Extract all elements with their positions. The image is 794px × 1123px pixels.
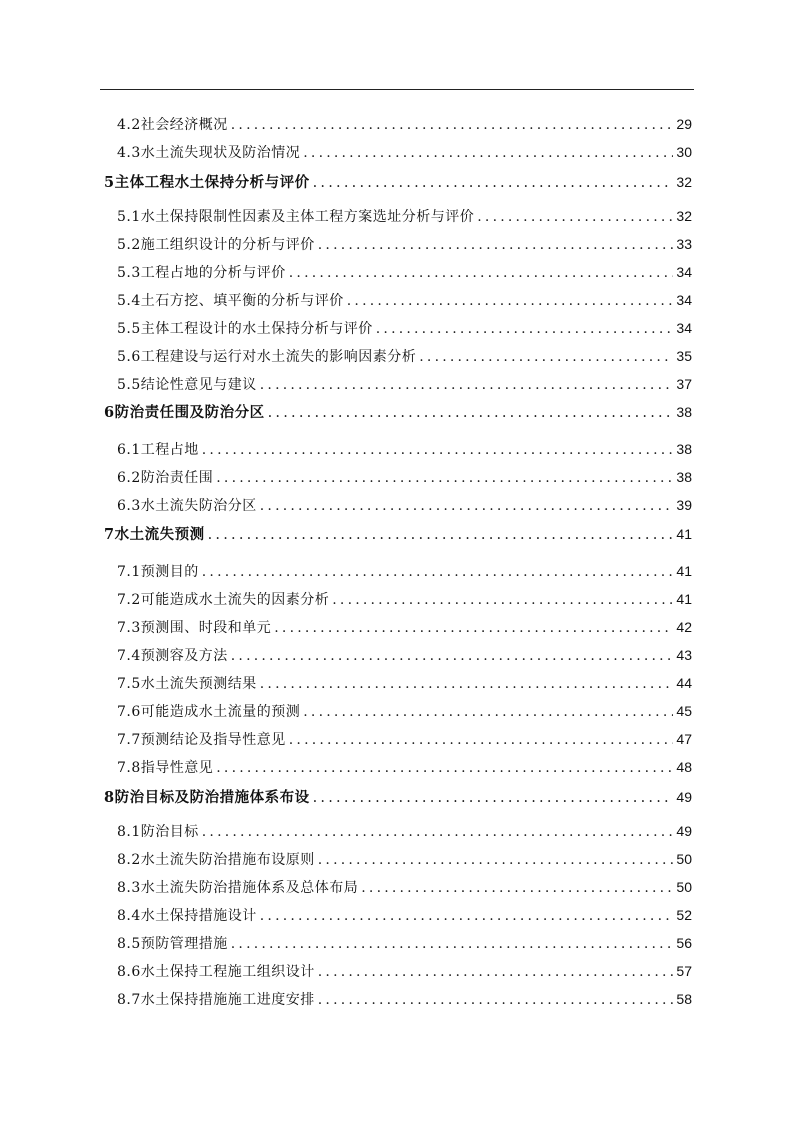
toc-page-number: 45	[676, 703, 692, 719]
toc-page-number: 32	[676, 208, 692, 224]
toc-page-number: 49	[676, 789, 692, 805]
toc-page-number: 56	[676, 935, 692, 951]
toc-page-number: 44	[676, 675, 692, 691]
toc-dot-leader	[313, 790, 674, 806]
toc-entry-title: 5.3工程占地的分析与评价	[117, 265, 286, 281]
toc-dot-leader	[231, 117, 674, 133]
toc-section-entry[interactable]	[117, 617, 692, 639]
toc-section-entry[interactable]	[117, 142, 692, 164]
toc-entry-title: 4.2社会经济概况	[117, 117, 228, 133]
toc-dot-leader	[318, 992, 674, 1008]
toc-dot-leader	[260, 676, 674, 692]
toc-dot-leader	[477, 209, 673, 225]
toc-section-entry[interactable]	[117, 262, 692, 284]
toc-entry-title: 7.1预测目的	[117, 564, 199, 580]
toc-section-entry[interactable]	[117, 701, 692, 723]
toc-section-entry[interactable]	[117, 757, 692, 779]
toc-section-entry[interactable]	[117, 821, 692, 843]
toc-page-number: 42	[676, 619, 692, 635]
toc-page-number: 34	[676, 264, 692, 280]
toc-entry-title: 5.2施工组织设计的分析与评价	[117, 237, 315, 253]
toc-dot-leader	[318, 852, 674, 868]
toc-page-number: 32	[676, 174, 692, 190]
toc-entry-title: 5.4土石方挖、填平衡的分析与评价	[117, 293, 344, 309]
toc-page-number: 39	[676, 497, 692, 513]
toc-section-entry[interactable]	[117, 877, 692, 899]
toc-entry-title: 7水土流失预测	[104, 526, 205, 543]
toc-entry-title: 5.1水土保持限制性因素及主体工程方案选址分析与评价	[117, 209, 475, 225]
toc-entry-title: 7.7预测结论及指导性意见	[117, 732, 286, 748]
toc-page-number: 57	[676, 963, 692, 979]
toc-entry-title: 7.6可能造成水土流量的预测	[117, 704, 301, 720]
toc-section-entry[interactable]	[117, 290, 692, 312]
toc-dot-leader	[303, 704, 673, 720]
toc-dot-leader	[231, 648, 674, 664]
toc-dot-leader	[216, 470, 673, 486]
toc-entry-title: 7.5水土流失预测结果	[117, 676, 257, 692]
toc-dot-leader	[289, 732, 674, 748]
toc-page-number: 33	[676, 236, 692, 252]
toc-entry-title: 4.3水土流失现状及防治情况	[117, 145, 301, 161]
toc-dot-leader	[313, 175, 674, 191]
toc-page-number: 38	[676, 404, 692, 420]
toc-dot-leader	[332, 592, 673, 608]
toc-page-number: 37	[676, 376, 692, 392]
toc-section-entry[interactable]	[117, 933, 692, 955]
toc-entry-title: 8.6水土保持工程施工组织设计	[117, 964, 315, 980]
toc-section-entry[interactable]	[117, 589, 692, 611]
toc-entry-title: 8.7水土保持措施施工进度安排	[117, 992, 315, 1008]
toc-dot-leader	[318, 237, 674, 253]
toc-section-entry[interactable]	[117, 439, 692, 461]
toc-section-entry[interactable]	[117, 729, 692, 751]
toc-section-entry[interactable]	[117, 114, 692, 136]
toc-entry-title: 8.4水土保持措施设计	[117, 908, 257, 924]
toc-entry-title: 8防治目标及防治措施体系布设	[104, 789, 310, 806]
toc-page-number: 38	[676, 441, 692, 457]
toc-chapter-entry[interactable]	[104, 401, 692, 423]
toc-entry-title: 8.2水土流失防治措施布设原则	[117, 852, 315, 868]
toc-entry-title: 7.4预测容及方法	[117, 648, 228, 664]
toc-dot-leader	[303, 145, 673, 161]
toc-dot-leader	[216, 760, 673, 776]
header-rule	[100, 89, 694, 90]
toc-section-entry[interactable]	[117, 467, 692, 489]
toc-dot-leader	[318, 964, 674, 980]
toc-page-number: 38	[676, 469, 692, 485]
toc-dot-leader	[347, 293, 674, 309]
toc-dot-leader	[202, 564, 674, 580]
toc-entry-title: 7.2可能造成水土流失的因素分析	[117, 592, 330, 608]
toc-entry-title: 6.1工程占地	[117, 442, 199, 458]
toc-chapter-entry[interactable]	[104, 786, 692, 808]
toc-entry-title: 7.8指导性意见	[117, 760, 214, 776]
toc-section-entry[interactable]	[117, 561, 692, 583]
toc-page-number: 41	[676, 563, 692, 579]
toc-dot-leader	[376, 321, 674, 337]
toc-section-entry[interactable]	[117, 645, 692, 667]
toc-entry-title: 8.1防治目标	[117, 824, 199, 840]
toc-section-entry[interactable]	[117, 495, 692, 517]
toc-dot-leader	[202, 442, 674, 458]
toc-dot-leader	[268, 405, 674, 421]
toc-section-entry[interactable]	[117, 374, 692, 396]
toc-section-entry[interactable]	[117, 673, 692, 695]
toc-dot-leader	[260, 908, 674, 924]
toc-section-entry[interactable]	[117, 234, 692, 256]
toc-page-number: 48	[676, 759, 692, 775]
toc-section-entry[interactable]	[117, 989, 692, 1011]
toc-section-entry[interactable]	[117, 346, 692, 368]
toc-page-number: 50	[676, 851, 692, 867]
toc-entry-title: 8.5预防管理措施	[117, 936, 228, 952]
toc-section-entry[interactable]	[117, 961, 692, 983]
toc-entry-title: 7.3预测围、时段和单元	[117, 620, 272, 636]
toc-dot-leader	[419, 349, 673, 365]
toc-dot-leader	[260, 498, 674, 514]
toc-dot-leader	[208, 527, 674, 543]
toc-chapter-entry[interactable]	[104, 171, 692, 193]
toc-page-number: 34	[676, 320, 692, 336]
toc-page-number: 29	[676, 116, 692, 132]
toc-dot-leader	[260, 377, 674, 393]
toc-section-entry[interactable]	[117, 849, 692, 871]
toc-page-number: 34	[676, 292, 692, 308]
toc-page-number: 41	[676, 526, 692, 542]
toc-dot-leader	[202, 824, 674, 840]
toc-page-number: 52	[676, 907, 692, 923]
toc-page-number: 41	[676, 591, 692, 607]
toc-dot-leader	[289, 265, 674, 281]
toc-dot-leader	[361, 880, 673, 896]
toc-entry-title: 6.3水土流失防治分区	[117, 498, 257, 514]
toc-section-entry[interactable]	[117, 318, 692, 340]
toc-section-entry[interactable]	[117, 905, 692, 927]
toc-section-entry[interactable]	[117, 206, 692, 228]
toc-entry-title: 8.3水土流失防治措施体系及总体布局	[117, 880, 359, 896]
toc-chapter-entry[interactable]	[104, 523, 692, 545]
toc-page-number: 58	[676, 991, 692, 1007]
toc-page-number: 47	[676, 731, 692, 747]
toc-entry-title: 5.5结论性意见与建议	[117, 377, 257, 393]
toc-entry-title: 6防治责任围及防治分区	[104, 404, 265, 421]
toc-entry-title: 6.2防治责任围	[117, 470, 214, 486]
toc-page-number: 43	[676, 647, 692, 663]
toc-dot-leader	[231, 936, 674, 952]
toc-entry-title: 5主体工程水土保持分析与评价	[104, 174, 310, 191]
toc-entry-title: 5.5主体工程设计的水土保持分析与评价	[117, 321, 373, 337]
toc-page-number: 50	[676, 879, 692, 895]
toc-page-number: 35	[676, 348, 692, 364]
toc-page-number: 49	[676, 823, 692, 839]
toc-page-number: 30	[676, 144, 692, 160]
toc-dot-leader	[274, 620, 673, 636]
toc-entry-title: 5.6工程建设与运行对水土流失的影响因素分析	[117, 349, 417, 365]
